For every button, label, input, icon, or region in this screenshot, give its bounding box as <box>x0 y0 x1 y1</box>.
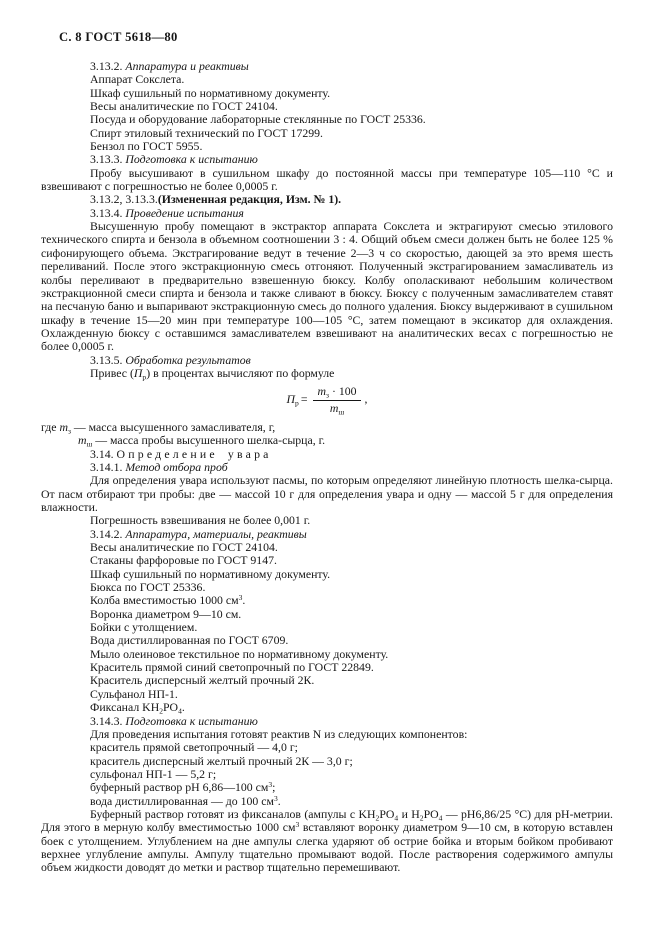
text-line: Посуда и оборудование лабораторные стеклянные по ГОСТ 25336. <box>90 112 426 127</box>
text-line: сульфонал НП-1 — 5,2 г; <box>90 766 217 781</box>
text-line: Мыло олеиновое текстильное по нормативному документу. <box>90 646 389 661</box>
text-line: Весы аналитические по ГОСТ 24104. <box>90 99 278 114</box>
paragraph: Пробу высушивают в сушильном шкафу до постоянной массы при температуре 105—110 °С и взвешивают с погрешностью не более 0,0005 г. <box>41 165 613 194</box>
section-heading: 3.13.4. Проведение испытания <box>90 205 244 220</box>
text-line: Фиксанал $KH_2PO_4$. <box>90 700 185 716</box>
paragraph: Буферный раствор готовят из фиксаналов (ампулы с $KH_2PO_4$ и $H_2PO_4$ — pH6,86/25 °С) для pH-метрии. Для этого в мерную колбу вместимостью 1000 $см^3$ вставляют воронку диаметром 9—10 см, в которую вставлен боек с утолщением. Углублением на дне ампулы слегка ударяют об острие бойка и вторым бойком пробивают верхнее углубление ампулы. Ампулу тщательно промывают водой. После растворения содержимого ампулы объем жидкости доводят до метки и раствор тщательно перемешивают. <box>41 806 613 875</box>
text-line: Стаканы фарфоровые по ГОСТ 9147. <box>90 553 277 568</box>
text-line: Сульфанол НП-1. <box>90 686 178 701</box>
section-heading: 3.14.2. Аппаратура, материалы, реактивы <box>90 526 307 541</box>
text-line: краситель прямой светопрочный — 4,0 г; <box>90 740 298 755</box>
equals-sign: = <box>300 391 308 406</box>
amendment-note: 3.13.2, 3.13.3.(Измененная редакция, Изм. № 1). <box>90 192 342 207</box>
text-line: Бойки с утолщением. <box>90 620 198 635</box>
text-line: Бензол по ГОСТ 5955. <box>90 139 203 154</box>
symbol-definition: где $m_з$ — масса высушенного замасливателя, г, <box>41 419 276 436</box>
fraction-numerator: $m_з \cdot 100$ <box>313 385 360 400</box>
text-line: Краситель прямой синий светопрочный по ГОСТ 22849. <box>90 660 374 675</box>
text-line: Бюкса по ГОСТ 25336. <box>90 580 206 595</box>
text-line: Весы аналитические по ГОСТ 24104. <box>90 540 278 555</box>
paragraph: Высушенную пробу помещают в экстрактор аппарата Сокслета и эктрагируют смесью этилового технического спирта и бензола в объемном соотношении 3 : 4. Общий объем смеси должен быть не более 125 % сифонирующего объема. Экстрагирование ведут в течение 2—3 ч со скоростью, дающей за это время шесть переливаний. После этого экстракционную смесь отгоняют. Полученный экстрагированием замасливатель из колбы переливают в предварительно взвешенную бюксу. Колбу ополаскивают небольшим количеством экстракционной смеси спирта и бензола и также сливают в бюксу. Бюксу с полученным замасливателем ставят на песчаную баню и выпаривают экстракционную смесь до полного удаления. Бюксу выдерживают в сушильном шкафу в течение 15—20 мин при температуре 100—105 °С, затем помещают в эксикатор для охлаждения. Охлажденную бюксу с оставшимся замасливателем взвешивают на аналитических весах с погрешностью не более 0,0005 г. <box>41 219 613 354</box>
text-line: Вода дистиллированная по ГОСТ 6709. <box>90 633 289 648</box>
text-line: Спирт этиловый технический по ГОСТ 17299. <box>90 125 323 140</box>
document-body <box>41 60 613 875</box>
text-line: Шкаф сушильный по нормативному документу. <box>90 566 331 581</box>
formula-tail: , <box>364 391 368 406</box>
text-line: краситель дисперсный желтый прочный 2К — 3,0 г; <box>90 753 353 768</box>
formula <box>41 385 613 415</box>
text-line: Аппарат Сокслета. <box>90 72 185 87</box>
section-heading: 3.13.3. Подготовка к испытанию <box>90 152 258 167</box>
fraction <box>313 385 360 415</box>
text-line: Для проведения испытания готовят реактив N из следующих компонентов: <box>90 726 468 741</box>
page-header: С. 8 ГОСТ 5618—80 <box>59 30 178 44</box>
symbol-definition: $m_ш$ — масса пробы высушенного шелка-сырца, г. <box>78 433 326 449</box>
text-line: вода дистиллированная — до 100 $см^3$. <box>90 793 281 808</box>
paragraph: Для определения увара используют пасмы, по которым определяют линейную плотность шелка-сырца. От пасм отбирают три пробы: две — массой 10 г для определения увара и одну — массой 5 г для определения влажности. <box>41 473 613 514</box>
section-heading-spaced: 3.14. Определение увара <box>90 446 272 461</box>
text-line: Погрешность взвешивания не более 0,001 г. <box>90 513 311 528</box>
section-heading: 3.14.3. Подготовка к испытанию <box>90 713 258 728</box>
text-line: Колба вместимостью 1000 $см^3$. <box>90 593 246 608</box>
text-line: буферный раствор pH 6,86—100 $см^3$; <box>90 780 276 795</box>
formula-intro: Привес $(П_р)$ в процентах вычисляют по формуле <box>90 365 335 382</box>
section-heading: 3.13.2. Аппаратура и реактивы <box>90 59 249 73</box>
text-line: Шкаф сушильный по нормативному документу. <box>90 85 331 100</box>
section-heading: 3.13.5. Обработка результатов <box>90 352 251 367</box>
text-line: Воронка диаметром 9—10 см. <box>90 606 242 621</box>
text-line: Краситель дисперсный желтый прочный 2К. <box>90 673 315 688</box>
section-heading: 3.14.1. Метод отбора проб <box>90 459 228 474</box>
fraction-denominator: $m_ш$ <box>329 400 345 416</box>
formula-lhs: $П_р$ <box>286 391 299 408</box>
